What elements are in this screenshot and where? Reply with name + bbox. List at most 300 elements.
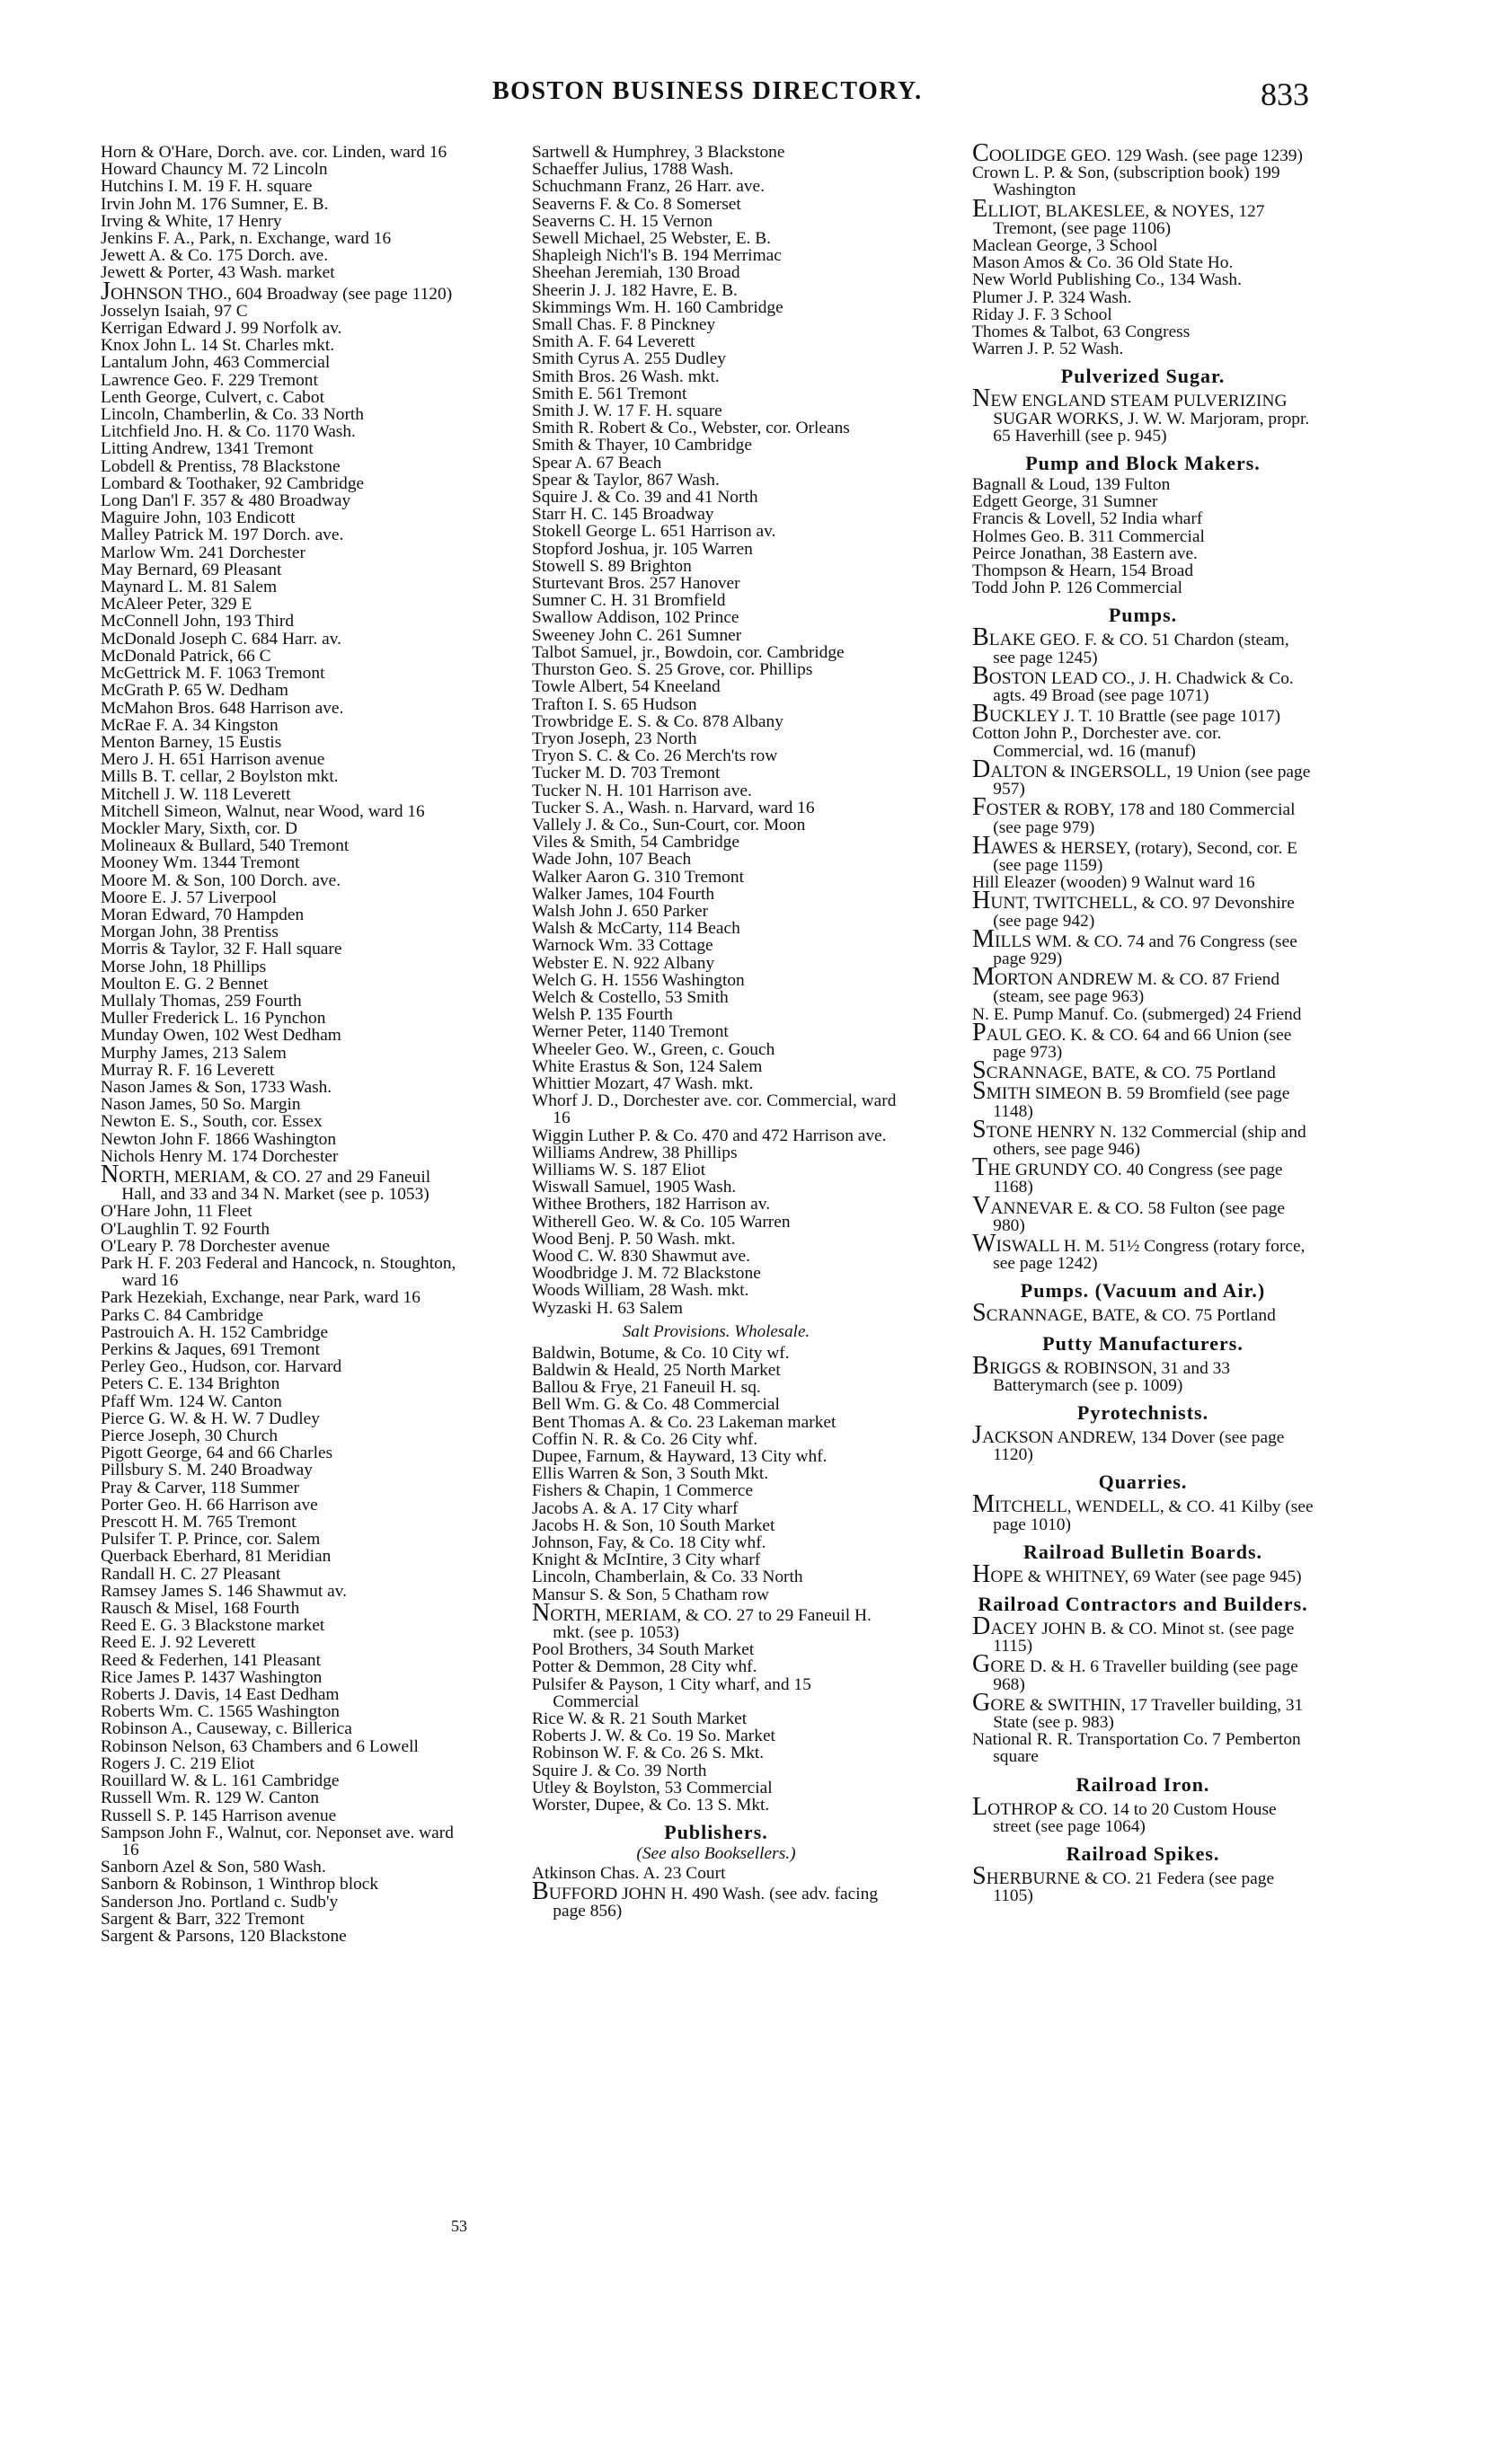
entry-text: Sanborn & Robinson, 1 Winthrop block (101, 1875, 379, 1894)
directory-entry (532, 1144, 900, 1161)
entry-text: Pfaff Wm. 124 W. Canton (101, 1391, 282, 1411)
entry-text: Perkins & Jaques, 691 Tremont (101, 1340, 321, 1360)
directory-entry (101, 1928, 469, 1945)
entry-text: Pray & Carver, 118 Summer (101, 1478, 299, 1497)
entry-text: Wood C. W. 830 Shawmut ave. (532, 1247, 750, 1266)
directory-entry (532, 1744, 900, 1762)
directory-entry (532, 1023, 900, 1040)
directory-entry (532, 1282, 900, 1299)
directory-entry (101, 1566, 469, 1583)
directory-entry (101, 230, 469, 247)
entry-text: Welch G. H. 1556 Washington (532, 970, 745, 990)
entry-text: Nason James & Son, 1733 Wash. (101, 1077, 332, 1097)
directory-entry (972, 237, 1314, 254)
entry-text: Small Chas. F. 8 Pinckney (532, 315, 716, 335)
entry-text: Lenth George, Culvert, c. Cabot (101, 387, 324, 407)
display-initial: B (972, 700, 989, 729)
directory-entry (532, 747, 900, 764)
entry-text: Werner Peter, 1140 Tremont (532, 1022, 729, 1042)
directory-entry (101, 1203, 469, 1220)
directory-entry (972, 1420, 1314, 1465)
directory-entry (101, 1027, 469, 1044)
directory-entry (532, 851, 900, 868)
entry-text: Lombard & Toothaker, 92 Cambridge (101, 473, 365, 493)
entry-text: Jacobs H. & Son, 10 South Market (532, 1515, 775, 1535)
entry-text: Wade John, 107 Beach (532, 850, 692, 870)
directory-entry (532, 489, 900, 506)
entry-text: ISWALL H. M. 51½ Congress (rotary force, see page 1242) (993, 1236, 1306, 1274)
entry-text: Holmes Geo. B. 311 Commercial (972, 526, 1205, 546)
display-initial: N (972, 384, 991, 413)
signature-folio: 53 (451, 2217, 467, 2235)
entry-text: Jenkins F. A., Park, n. Exchange, ward 16 (101, 229, 392, 249)
directory-entry (532, 385, 900, 402)
entry-text: Mason Amos & Co. 36 Old State Ho. (972, 253, 1234, 273)
directory-entry (972, 306, 1314, 323)
directory-entry (532, 575, 900, 592)
directory-entry (101, 1079, 469, 1096)
directory-entry (532, 1041, 900, 1058)
entry-text: Morgan John, 38 Prentiss (101, 923, 279, 942)
directory-entry (101, 264, 469, 281)
directory-entry (972, 1490, 1314, 1534)
entry-text: Whittier Mozart, 47 Wash. mkt. (532, 1073, 754, 1093)
directory-entry (532, 1006, 900, 1023)
directory-entry (532, 1877, 900, 1921)
entry-text: Stokell George L. 651 Harrison av. (532, 522, 776, 542)
display-initial: C (972, 139, 989, 167)
display-initial: S (972, 1299, 987, 1328)
entry-text: RIGGS & ROBINSON, 31 and 33 Batterymarch (see p. 1009) (988, 1358, 1231, 1395)
entry-text: Wiswall Samuel, 1905 Wash. (532, 1178, 737, 1197)
directory-entry (972, 323, 1314, 340)
display-initial: V (972, 1191, 991, 1220)
display-initial: E (972, 194, 988, 223)
directory-entry (101, 492, 469, 509)
directory-entry (532, 1231, 900, 1248)
entry-text: Viles & Smith, 54 Cambridge (532, 833, 739, 852)
directory-entry (101, 1148, 469, 1165)
entry-text: Peirce Jonathan, 38 Eastern ave. (972, 543, 1198, 563)
directory-entry (101, 561, 469, 578)
directory-entry (532, 713, 900, 730)
entry-text: O'Hare John, 11 Fleet (101, 1202, 252, 1222)
display-initial: D (972, 1612, 991, 1640)
entry-text: Smith E. 561 Tremont (532, 384, 687, 403)
directory-entry (972, 831, 1314, 875)
directory-entry (101, 1548, 469, 1565)
entry-text: Warnock Wm. 33 Cottage (532, 936, 713, 956)
directory-entry (101, 941, 469, 958)
entry-text: Schaeffer Julius, 1788 Wash. (532, 160, 734, 180)
directory-entry (532, 419, 900, 437)
directory-entry (101, 1479, 469, 1497)
directory-entry (101, 751, 469, 768)
directory-entry (101, 1045, 469, 1062)
directory-entry (532, 1762, 900, 1780)
directory-entry (101, 786, 469, 803)
directory-entry (532, 1414, 900, 1431)
directory-entry (101, 1289, 469, 1306)
entry-text: Tucker S. A., Wash. n. Harvard, ward 16 (532, 798, 815, 817)
entry-text: Knight & McIntire, 3 City wharf (532, 1550, 761, 1570)
directory-entry (532, 1865, 900, 1882)
directory-entry (972, 661, 1314, 706)
entry-text: Russell Wm. R. 129 W. Canton (101, 1788, 320, 1808)
entry-text: Park H. F. 203 Federal and Hancock, n. Stoughton, ward 16 (101, 1254, 456, 1291)
entry-text: Williams Andrew, 38 Phillips (532, 1143, 738, 1162)
entry-text: Sturtevant Bros. 257 Hanover (532, 574, 740, 594)
section-heading: Salt Provisions. Wholesale. (622, 1321, 810, 1341)
directory-entry (101, 803, 469, 820)
entry-text: Walsh John J. 650 Parker (532, 901, 709, 921)
directory-entry (101, 1358, 469, 1375)
directory-entry (532, 1127, 900, 1144)
entry-text: Atkinson Chas. A. 23 Court (532, 1863, 726, 1883)
entry-text: Pierce G. W. & H. W. 7 Dudley (101, 1409, 320, 1428)
entry-text: Park Hezekiah, Exchange, near Park, ward 16 (101, 1288, 420, 1308)
directory-entry (532, 1075, 900, 1092)
directory-entry (972, 1115, 1314, 1159)
directory-entry (101, 854, 469, 871)
directory-entry (532, 1431, 900, 1448)
entry-text: Hill Eleazer (wooden) 9 Walnut ward 16 (972, 873, 1255, 893)
entry-text: ALTON & INGERSOLL, 19 Union (see page 957) (990, 762, 1311, 799)
directory-entry (532, 955, 900, 972)
directory-entry (532, 1092, 900, 1126)
directory-entry (972, 545, 1314, 562)
directory-entry (532, 1797, 900, 1814)
entry-text: OPE & WHITNEY, 69 Water (see page 945) (990, 1567, 1302, 1586)
display-initial: P (972, 1018, 987, 1047)
entry-text: Tryon S. C. & Co. 26 Merch'ts row (532, 746, 778, 766)
directory-entry (532, 1058, 900, 1075)
directory-entry (972, 493, 1314, 510)
directory-entry (101, 993, 469, 1010)
directory-entry (101, 1772, 469, 1789)
directory-entry (101, 1221, 469, 1238)
entry-text: Munday Owen, 102 West Dedham (101, 1026, 341, 1046)
directory-entry (101, 1393, 469, 1410)
entry-text: Prescott H. M. 765 Tremont (101, 1513, 297, 1532)
directory-entry (101, 354, 469, 371)
directory-entry (101, 1096, 469, 1113)
entry-text: ACKSON ANDREW, 134 Dover (see page 1120) (981, 1427, 1285, 1465)
entry-text: Newton John F. 1866 Washington (101, 1129, 337, 1149)
entry-text: MITH SIMEON B. 59 Bromfield (see page 1148) (986, 1084, 1290, 1121)
entry-text: Kerrigan Edward J. 99 Norfolk av. (101, 319, 342, 339)
entry-text: Mero J. H. 651 Harrison avenue (101, 750, 325, 770)
directory-entry (532, 799, 900, 817)
entry-text: Rogers J. C. 219 Eliot (101, 1753, 255, 1773)
directory-entry (101, 837, 469, 854)
entry-text: Moran Edward, 70 Hampden (101, 905, 305, 924)
section-heading: Railroad Iron. (1076, 1772, 1210, 1796)
entry-text: HERBURNE & CO. 21 Federa (see page 1105) (986, 1869, 1275, 1906)
directory-column-2 (532, 144, 900, 1920)
directory-entry (101, 1160, 469, 1205)
directory-entry (101, 1617, 469, 1634)
directory-entry (101, 1113, 469, 1130)
directory-entry (101, 440, 469, 457)
entry-text: Malley Patrick M. 197 Dorch. ave. (101, 525, 344, 545)
entry-text: Murphy James, 213 Salem (101, 1043, 287, 1063)
section-heading: Railroad Bulletin Boards. (1022, 1540, 1263, 1563)
entry-text: TONE HENRY N. 132 Commercial (ship and others, see page 946) (986, 1122, 1306, 1159)
directory-entry (972, 725, 1314, 759)
directory-entry (972, 139, 1314, 167)
entry-text: Lobdell & Prentiss, 78 Blackstone (101, 456, 341, 476)
entry-text: Roberts J. Davis, 14 East Dedham (101, 1685, 340, 1705)
directory-entry (101, 1876, 469, 1893)
entry-text: McAleer Peter, 329 E (101, 595, 252, 614)
entry-text: Skimmings Wm. H. 160 Cambridge (532, 297, 783, 317)
section-heading: Pulverized Sugar. (1060, 365, 1226, 388)
directory-entry (101, 178, 469, 195)
entry-text: Wheeler Geo. W., Green, c. Gouch (532, 1039, 775, 1059)
entry-text: Welsh P. 135 Fourth (532, 1005, 673, 1025)
entry-text: Bent Thomas A. & Co. 23 Lakeman market (532, 1412, 837, 1432)
entry-text: Coffin N. R. & Co. 26 City whf. (532, 1429, 758, 1449)
directory-entry (972, 700, 1314, 729)
directory-entry (101, 1497, 469, 1514)
directory-entry (101, 1238, 469, 1255)
entry-text: Seaverns F. & Co. 8 Somerset (532, 194, 741, 214)
entry-text: Knox John L. 14 St. Charles mkt. (101, 336, 335, 356)
directory-entry (532, 1517, 900, 1534)
entry-text: Mockler Mary, Sixth, cor. D (101, 818, 298, 838)
directory-entry (532, 1727, 900, 1744)
entry-text: Woodbridge J. M. 72 Blackstone (532, 1264, 761, 1284)
display-initial: D (972, 755, 991, 783)
directory-entry (532, 817, 900, 834)
directory-entry (532, 1248, 900, 1265)
directory-entry (972, 1018, 1314, 1062)
entry-text: Rausch & Misel, 168 Fourth (101, 1599, 300, 1619)
directory-entry (532, 230, 900, 247)
directory-entry (972, 1351, 1314, 1395)
directory-entry (972, 1229, 1314, 1274)
directory-entry (101, 717, 469, 734)
directory-entry (101, 700, 469, 717)
directory-entry (532, 627, 900, 644)
directory-entry (972, 1191, 1314, 1235)
directory-entry (101, 544, 469, 561)
directory-entry (532, 1658, 900, 1675)
directory-entry (972, 476, 1314, 493)
display-initial: J (972, 1420, 982, 1449)
directory-entry (101, 1634, 469, 1651)
directory-entry (101, 648, 469, 665)
directory-entry (972, 963, 1314, 1007)
entry-text: Smith A. F. 64 Leverett (532, 332, 695, 352)
directory-entry (532, 213, 900, 230)
entry-text: McDonald Patrick, 66 C (101, 646, 271, 666)
directory-entry (101, 247, 469, 264)
directory-entry (532, 1568, 900, 1585)
directory-entry (532, 730, 900, 747)
entry-text: Welch & Costello, 53 Smith (532, 987, 729, 1007)
entry-text: UNT, TWITCHELL, & CO. 97 Devonshire (see page 942) (990, 894, 1295, 931)
entry-text: Morris & Taylor, 32 F. Hall square (101, 940, 342, 959)
entry-text: Baldwin & Heald, 25 North Market (532, 1361, 781, 1381)
directory-entry (972, 1559, 1314, 1588)
directory-entry (532, 1534, 900, 1551)
entry-text: Stowell S. 89 Brighton (532, 556, 692, 576)
directory-entry (101, 389, 469, 406)
entry-text: Jacobs A. & A. 17 City wharf (532, 1498, 739, 1518)
entry-text: LAKE GEO. F. & CO. 51 Chardon (steam, see page 1245) (988, 631, 1289, 667)
directory-entry (532, 350, 900, 367)
directory-entry (101, 1131, 469, 1148)
directory-entry (101, 1410, 469, 1427)
entry-text: Nichols Henry M. 174 Dorchester (101, 1146, 339, 1166)
section-heading: Pumps. (Vacuum and Air.) (1020, 1279, 1266, 1303)
entry-text: Nason James, 50 So. Margin (101, 1095, 301, 1115)
directory-entry (532, 333, 900, 350)
entry-text: Menton Barney, 15 Eustis (101, 732, 282, 752)
entry-text: ORE & SWITHIN, 17 Traveller building, 31 State (see p. 983) (990, 1695, 1304, 1733)
directory-entry (101, 337, 469, 354)
display-initial: H (972, 1559, 991, 1588)
directory-entry (532, 1676, 900, 1710)
page-number: 833 (1261, 76, 1309, 112)
entry-text: Sweeney John C. 261 Sumner (532, 625, 742, 645)
entry-text: Randall H. C. 27 Pleasant (101, 1564, 281, 1584)
entry-text: Stopford Joshua, jr. 105 Warren (532, 539, 753, 559)
entry-text: Mills B. T. cellar, 2 Boylston mkt. (101, 767, 339, 787)
entry-text: Marlow Wm. 241 Dorchester (101, 543, 305, 562)
display-initial: W (972, 1229, 996, 1258)
entry-text: Josselyn Isaiah, 97 C (101, 301, 248, 321)
entry-text: Swallow Addison, 102 Prince (532, 608, 739, 628)
directory-entry (101, 1531, 469, 1548)
directory-entry (532, 972, 900, 989)
directory-entry (532, 144, 900, 161)
directory-entry (101, 820, 469, 837)
entry-text: Irvin John M. 176 Sumner, E. B. (101, 194, 329, 214)
directory-entry (532, 1710, 900, 1727)
directory-entry (532, 764, 900, 782)
entry-text: Moore E. J. 57 Liverpool (101, 888, 278, 907)
entry-text: ORTH, MERIAM, & CO. 27 to 29 Faneuil H. mkt. (see p. 1053) (550, 1605, 872, 1643)
directory-entry (532, 920, 900, 937)
entry-text: Lantalum John, 463 Commercial (101, 353, 331, 373)
directory-entry (532, 1300, 900, 1317)
entry-text: Squire J. & Co. 39 and 41 North (532, 488, 758, 508)
entry-text: Hutchins I. M. 19 F. H. square (101, 177, 313, 197)
section-heading: Railroad Contractors and Builders. (978, 1593, 1308, 1615)
directory-entry (532, 541, 900, 558)
entry-text: Mansur S. & Son, 5 Chatham row (532, 1585, 769, 1604)
display-initial: M (972, 963, 996, 992)
entry-text: Witherell Geo. W. & Co. 105 Warren (532, 1212, 791, 1232)
directory-entry (532, 402, 900, 419)
entry-text: Smith R. Robert & Co., Webster, cor. Orleans (532, 419, 850, 438)
directory-entry (101, 1444, 469, 1462)
directory-entry (972, 510, 1314, 527)
entry-text: Fishers & Chapin, 1 Commerce (532, 1481, 754, 1501)
entry-text: ORTON ANDREW M. & CO. 87 Friend (steam, see page 963) (993, 970, 1280, 1007)
entry-text: Maynard L. M. 81 Salem (101, 578, 278, 597)
entry-text: Plumer J. P. 324 Wash. (972, 287, 1132, 307)
entry-text: Trafton I. S. 65 Hudson (532, 694, 697, 714)
directory-entry (532, 558, 900, 575)
entry-text: Wiggin Luther P. & Co. 470 and 472 Harrison ave. (532, 1126, 887, 1145)
directory-entry (532, 937, 900, 954)
entry-text: UFFORD JOHN H. 490 Wash. (see adv. facing page 856) (548, 1884, 879, 1921)
directory-entry (532, 1265, 900, 1282)
directory-entry (101, 1824, 469, 1859)
directory-entry (101, 320, 469, 337)
entry-text: Rouillard W. & L. 161 Cambridge (101, 1771, 340, 1791)
directory-entry (101, 1255, 469, 1289)
entry-text: N. E. Pump Manuf. Co. (submerged) 24 Friend (972, 1004, 1302, 1024)
directory-entry (972, 924, 1314, 968)
entry-text: OSTON LEAD CO., J. H. Chadwick & Co. agts. 49 Broad (see page 1071) (988, 668, 1294, 706)
directory-entry (101, 872, 469, 889)
entry-text: Sheerin J. J. 182 Havre, E. B. (532, 280, 738, 300)
entry-text: ILLS WM. & CO. 74 and 76 Congress (see page 929) (993, 932, 1297, 968)
directory-entry (532, 1780, 900, 1797)
entry-text: CRANNAGE, BATE, & CO. 75 Portland (986, 1306, 1276, 1326)
entry-text: Litting Andrew, 1341 Tremont (101, 439, 314, 459)
directory-entry (532, 696, 900, 713)
directory-entry (972, 1650, 1314, 1694)
entry-text: AUL GEO. K. & CO. 64 and 66 Union (see page 973) (986, 1025, 1292, 1062)
entry-text: Sheehan Jeremiah, 130 Broad (532, 263, 740, 283)
directory-entry (532, 1641, 900, 1658)
directory-entry (532, 437, 900, 454)
entry-text: O'Laughlin T. 92 Fourth (101, 1219, 270, 1239)
entry-text: Spear & Taylor, 867 Wash. (532, 470, 720, 490)
entry-text: Schuchmann Franz, 26 Harr. ave. (532, 177, 765, 197)
directory-entry (101, 144, 469, 161)
entry-text: Ellis Warren & Son, 3 South Mkt. (532, 1464, 769, 1484)
directory-entry (532, 644, 900, 661)
directory-entry (101, 906, 469, 923)
directory-entry (532, 161, 900, 178)
entry-text: Walsh & McCarty, 114 Beach (532, 919, 740, 939)
directory-entry (972, 1612, 1314, 1656)
display-initial: B (972, 661, 989, 690)
entry-text: Cotton John P., Dorchester ave. cor. Commercial, wd. 16 (manuf) (972, 724, 1222, 761)
directory-entry (532, 1551, 900, 1568)
entry-text: White Erastus & Son, 124 Salem (532, 1056, 763, 1076)
directory-entry (101, 1652, 469, 1669)
directory-entry (101, 509, 469, 526)
directory-entry (101, 1738, 469, 1755)
directory-entry (972, 289, 1314, 306)
entry-text: Riday J. F. 3 School (972, 305, 1112, 324)
entry-text: Sanborn Azel & Son, 580 Wash. (101, 1858, 326, 1877)
entry-text: Talbot Samuel, jr., Bowdoin, cor. Cambridge (532, 642, 845, 662)
entry-text: Robinson Nelson, 63 Chambers and 6 Lowell (101, 1736, 419, 1756)
directory-entry (101, 889, 469, 906)
display-initial: N (532, 1598, 551, 1627)
directory-entry (532, 264, 900, 281)
entry-text: Sargent & Parsons, 120 Blackstone (101, 1926, 347, 1946)
directory-entry (972, 887, 1314, 931)
entry-text: Smith J. W. 17 F. H. square (532, 402, 722, 421)
entry-text: Reed E. G. 3 Blackstone market (101, 1616, 325, 1636)
entry-text: Mooney Wm. 1344 Tremont (101, 853, 300, 873)
entry-text: Newton E. S., South, cor. Essex (101, 1112, 323, 1132)
directory-entry (101, 423, 469, 440)
directory-entry (972, 1153, 1314, 1197)
directory-entry (532, 1598, 900, 1643)
entry-text: Worster, Dupee, & Co. 13 S. Mkt. (532, 1796, 770, 1815)
